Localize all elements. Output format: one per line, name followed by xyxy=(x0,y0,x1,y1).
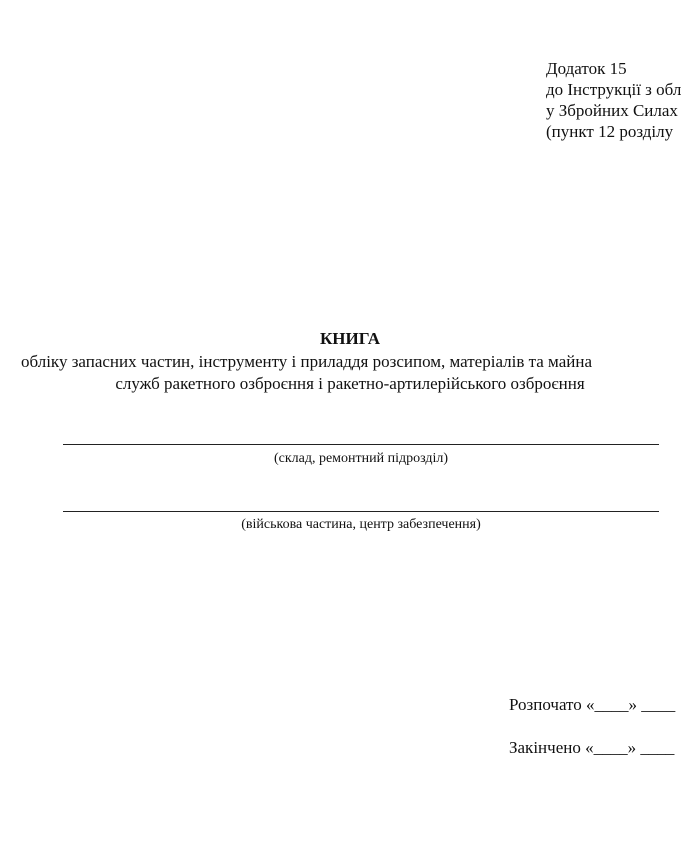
unit-caption: (військова частина, центр забезпечення) xyxy=(241,517,481,532)
unit-fill-line xyxy=(63,511,659,512)
annex-line-2: до Інструкції з обл xyxy=(546,80,682,99)
book-subtitle-line-2: служб ракетного озброєння і ракетно-артилерійського озброєння xyxy=(115,374,585,393)
annex-line-1: Додаток 15 xyxy=(546,59,627,78)
book-subtitle-line-1: обліку запасних частин, інструменту і приладдя розсипом, матеріалів та майна xyxy=(21,352,592,371)
annex-line-3: у Збройних Силах xyxy=(546,101,678,120)
warehouse-fill-line xyxy=(63,444,659,445)
finished-date-line: Закінчено «____» ____ xyxy=(509,738,675,757)
book-title: КНИГА xyxy=(319,329,380,348)
annex-reference xyxy=(546,58,681,142)
annex-line-4: (пункт 12 розділу xyxy=(546,122,674,141)
warehouse-caption: (склад, ремонтний підрозділ) xyxy=(273,451,449,466)
started-date-line: Розпочато «____» ____ xyxy=(509,695,676,714)
